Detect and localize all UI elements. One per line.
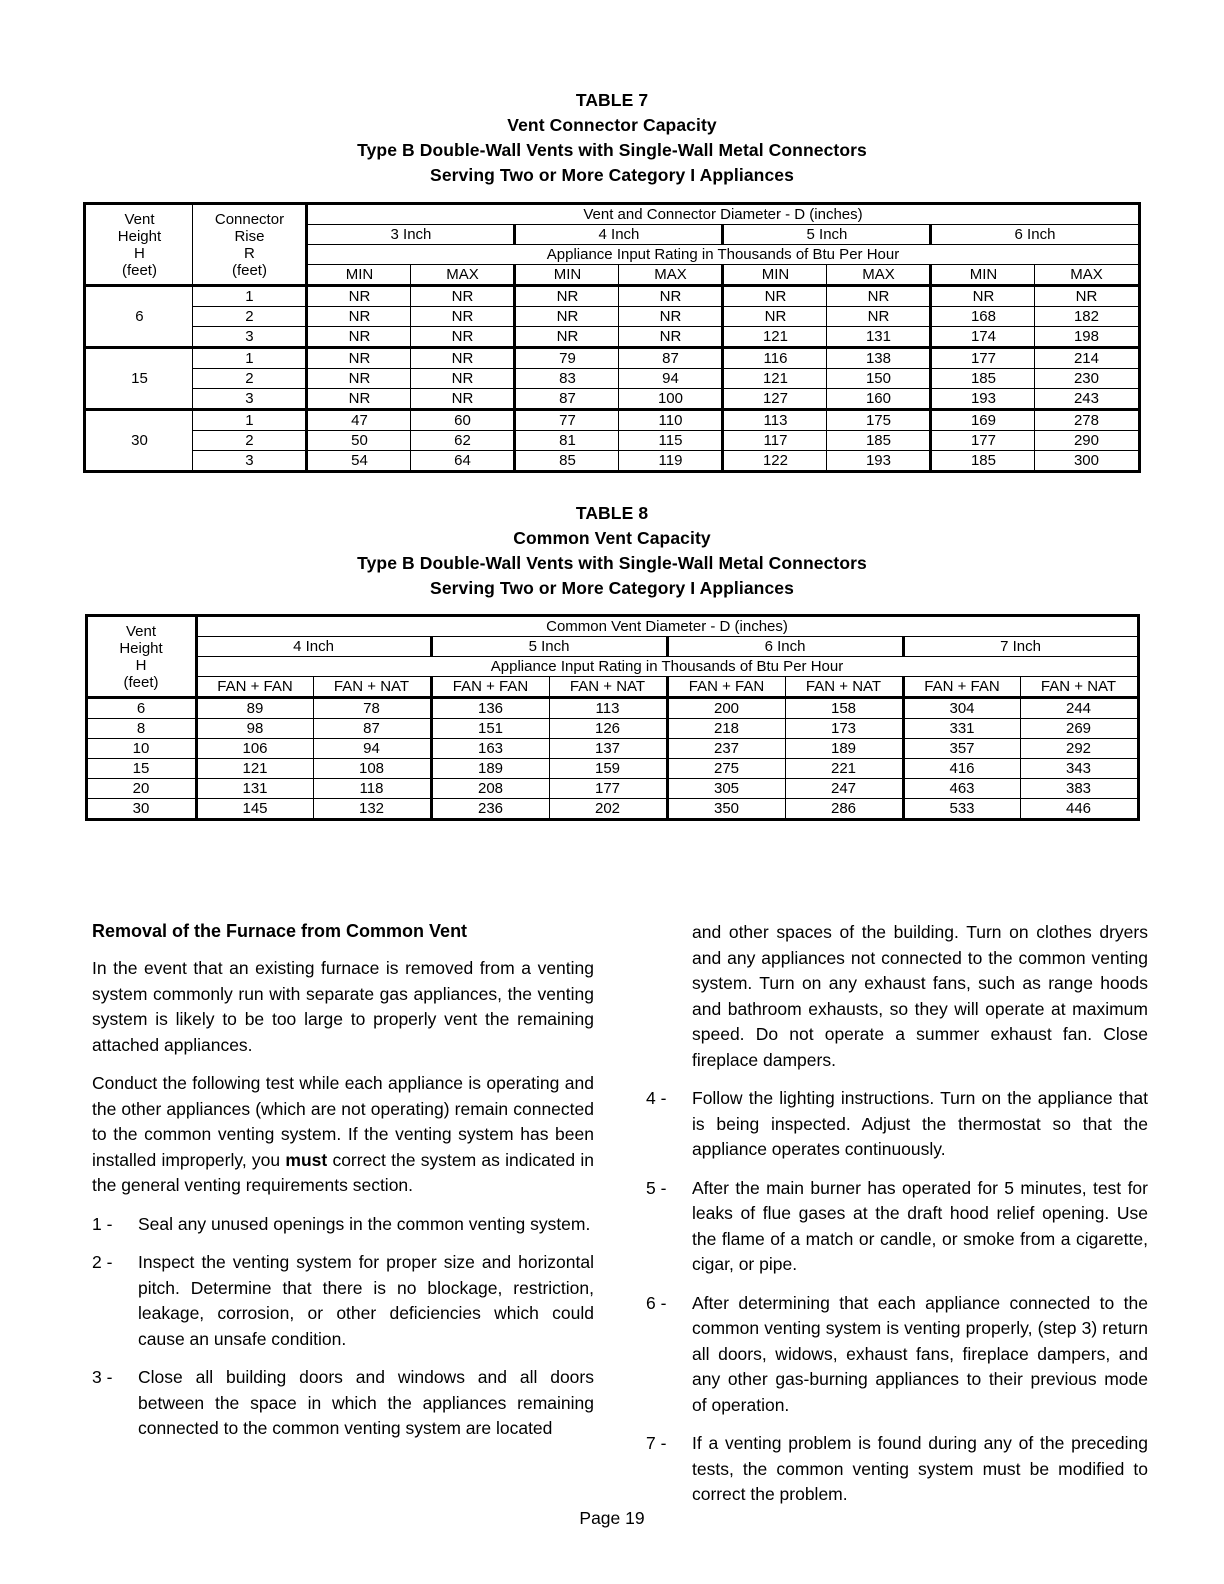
table7-cell: 62 bbox=[411, 431, 515, 451]
table7-cell: NR bbox=[723, 307, 827, 327]
list-item bbox=[646, 1431, 1148, 1508]
table7-col-3in-min: MIN bbox=[307, 265, 411, 286]
table7-height-6: 6 bbox=[85, 286, 193, 348]
table8-col-6in-fannat: FAN + NAT bbox=[785, 677, 903, 698]
table8-diameter-6inch: 6 Inch bbox=[667, 637, 903, 657]
table7-cell: 300 bbox=[1035, 451, 1139, 472]
table8-col-6in-fanfan: FAN + FAN bbox=[667, 677, 785, 698]
table8-col-7in-fanfan: FAN + FAN bbox=[903, 677, 1020, 698]
table7-cell: 174 bbox=[931, 327, 1035, 348]
para2-before: Conduct the following test while each appliance is operating and the other appliances (which are not operating) remain connected to the common venting system. If the venting system has been installed improperly, you bbox=[92, 1073, 594, 1170]
table7-rating-header: Appliance Input Rating in Thousands of Btu Per Hour bbox=[307, 245, 1139, 265]
table7-title bbox=[82, 0, 1142, 188]
table8-cell: 416 bbox=[903, 759, 1020, 779]
table7-cell: NR bbox=[723, 286, 827, 307]
table7-cell: 278 bbox=[1035, 410, 1139, 431]
table7-rise: 3 bbox=[193, 327, 307, 348]
table7-cell: 64 bbox=[411, 451, 515, 472]
table8-cell: 158 bbox=[785, 698, 903, 719]
table7-cell: 193 bbox=[931, 389, 1035, 410]
section-heading: Removal of the Furnace from Common Vent bbox=[92, 921, 468, 941]
list-item bbox=[92, 1365, 594, 1442]
table7-cell: 185 bbox=[931, 369, 1035, 389]
list-item-text: Seal any unused openings in the common venting system. bbox=[138, 1213, 591, 1234]
table7-cell: 121 bbox=[723, 369, 827, 389]
table8-height: 20 bbox=[86, 779, 196, 799]
page-number: Page 19 bbox=[579, 1508, 645, 1528]
table7-cell: NR bbox=[411, 307, 515, 327]
table7-cell: 54 bbox=[307, 451, 411, 472]
list-item-number: 4 - bbox=[646, 1088, 667, 1108]
list-item-number: 5 - bbox=[646, 1177, 667, 1198]
table7-cell: 185 bbox=[827, 431, 931, 451]
table7-title-line-1: TABLE 7 bbox=[575, 90, 649, 110]
table7-cell: 168 bbox=[931, 307, 1035, 327]
table8-cell: 202 bbox=[549, 799, 667, 820]
table8-cell: 108 bbox=[313, 759, 431, 779]
table8-body bbox=[86, 698, 1138, 820]
table8-height: 30 bbox=[86, 799, 196, 820]
table7-cell: NR bbox=[411, 389, 515, 410]
table8 bbox=[85, 614, 1140, 821]
table8-cell: 218 bbox=[667, 719, 785, 739]
table7-cell: NR bbox=[411, 327, 515, 348]
table8-cell: 78 bbox=[313, 698, 431, 719]
table-row bbox=[85, 369, 1139, 389]
table-row bbox=[85, 431, 1139, 451]
table7-cell: 77 bbox=[515, 410, 619, 431]
table8-cell: 98 bbox=[196, 719, 313, 739]
list-item-number: 7 - bbox=[646, 1433, 667, 1453]
list-item-text: After the main burner has operated for 5 minutes, test for leaks of flue gases at the draft hood relief opening. Use the flame of a match or candle, or smoke from a cigarette, cigar, or pipe. bbox=[692, 1177, 1148, 1274]
table8-diameter-5inch: 5 Inch bbox=[431, 637, 667, 657]
table7-cell: 160 bbox=[827, 389, 931, 410]
list-item-number: 3 - bbox=[92, 1367, 113, 1387]
table7 bbox=[83, 202, 1140, 473]
table7-header-vent-height: Vent Height H (feet) bbox=[85, 204, 193, 286]
paragraph-continued: and other spaces of the building. Turn on clothes dryers and any appliances not connected to the common venting system. Turn on any exhaust fans, such as range hoods and bathroom exhausts, so they will operate at maximum speed. Do not operate a summer exhaust fan. Close fireplace dampers. bbox=[692, 922, 1148, 1070]
table7-cell: 79 bbox=[515, 348, 619, 369]
table7-cell: 110 bbox=[619, 410, 723, 431]
paragraph-intro: In the event that an existing furnace is removed from a venting system commonly run with separate gas appliances, the venting system is likely to be too large to properly vent the remaining attached appliances. bbox=[92, 958, 594, 1055]
table8-cell: 163 bbox=[431, 739, 549, 759]
table7-rise: 2 bbox=[193, 369, 307, 389]
table8-title-line-1: TABLE 8 bbox=[575, 503, 649, 523]
table7-title-line-4: Serving Two or More Category I Appliances bbox=[430, 165, 794, 185]
table8-cell: 237 bbox=[667, 739, 785, 759]
table7-cell: NR bbox=[411, 286, 515, 307]
table7-cell: NR bbox=[827, 286, 931, 307]
table-row bbox=[85, 327, 1139, 348]
table7-cell: 177 bbox=[931, 348, 1035, 369]
table8-cell: 113 bbox=[549, 698, 667, 719]
table8-cell: 292 bbox=[1020, 739, 1138, 759]
table8-cell: 446 bbox=[1020, 799, 1138, 820]
table8-cell: 286 bbox=[785, 799, 903, 820]
table7-col-5in-max: MAX bbox=[827, 265, 931, 286]
table7-cell: NR bbox=[307, 286, 411, 307]
table-row bbox=[86, 739, 1138, 759]
table7-header-connector-rise: Connector Rise R (feet) bbox=[193, 204, 307, 286]
table-row bbox=[85, 348, 1139, 369]
table8-span-header: Common Vent Diameter - D (inches) bbox=[196, 616, 1138, 637]
table8-cell: 331 bbox=[903, 719, 1020, 739]
table7-diameter-3inch: 3 Inch bbox=[307, 225, 515, 245]
table7-cell: 122 bbox=[723, 451, 827, 472]
table7-cell: NR bbox=[827, 307, 931, 327]
table7-title-line-2: Vent Connector Capacity bbox=[507, 115, 717, 135]
table8-cell: 118 bbox=[313, 779, 431, 799]
table7-cell: 290 bbox=[1035, 431, 1139, 451]
table8-cell: 189 bbox=[431, 759, 549, 779]
table8-title-line-2: Common Vent Capacity bbox=[513, 528, 711, 548]
table7-rise: 3 bbox=[193, 451, 307, 472]
table8-cell: 89 bbox=[196, 698, 313, 719]
list-item-text: Follow the lighting instructions. Turn on the appliance that is being inspected. Adjust the thermostat so that the appliance operates continuously. bbox=[692, 1088, 1148, 1159]
table7-diameter-4inch: 4 Inch bbox=[515, 225, 723, 245]
table8-header-vent-height: Vent Height H (feet) bbox=[86, 616, 196, 698]
table7-cell: 83 bbox=[515, 369, 619, 389]
table8-col-7in-fannat: FAN + NAT bbox=[1020, 677, 1138, 698]
table7-cell: 81 bbox=[515, 431, 619, 451]
table8-title bbox=[82, 473, 1142, 601]
table8-cell: 136 bbox=[431, 698, 549, 719]
table7-cell: NR bbox=[307, 307, 411, 327]
table7-height-15: 15 bbox=[85, 348, 193, 410]
table8-cell: 94 bbox=[313, 739, 431, 759]
table7-diameter-6inch: 6 Inch bbox=[931, 225, 1139, 245]
table-row bbox=[85, 307, 1139, 327]
table8-cell: 126 bbox=[549, 719, 667, 739]
table8-height: 8 bbox=[86, 719, 196, 739]
table8-height: 6 bbox=[86, 698, 196, 719]
table7-cell: 121 bbox=[723, 327, 827, 348]
table7-cell: 131 bbox=[827, 327, 931, 348]
table7-col-6in-max: MAX bbox=[1035, 265, 1139, 286]
table-row bbox=[85, 451, 1139, 472]
table8-cell: 350 bbox=[667, 799, 785, 820]
table7-cell: 150 bbox=[827, 369, 931, 389]
list-item-text: Inspect the venting system for proper size and horizontal pitch. Determine that there is no blockage, restriction, leakage, corrosion, or other deficiencies which could cause an unsafe condition. bbox=[138, 1252, 594, 1349]
table-row bbox=[86, 698, 1138, 719]
body-text-columns bbox=[92, 920, 1148, 1521]
para2-after: correct the system as indicated in the general venting requirements section. bbox=[92, 1149, 595, 1195]
table7-cell: NR bbox=[515, 327, 619, 348]
table8-height: 15 bbox=[86, 759, 196, 779]
table8-cell: 236 bbox=[431, 799, 549, 820]
table7-cell: NR bbox=[619, 327, 723, 348]
table7-cell: NR bbox=[411, 348, 515, 369]
left-column bbox=[92, 920, 594, 1521]
table8-cell: 305 bbox=[667, 779, 785, 799]
para2-emphasis: must bbox=[285, 1149, 328, 1170]
list-item-text: After determining that each appliance connected to the common venting system is venting properly, (step 3) return all doors, widows, exhaust fans, fireplace dampers, and any other gas-burning appliances to their previous mode of operation. bbox=[692, 1292, 1148, 1415]
table8-cell: 463 bbox=[903, 779, 1020, 799]
paragraph-conduct-test bbox=[92, 1071, 594, 1199]
table7-cell: 117 bbox=[723, 431, 827, 451]
table7-cell: NR bbox=[307, 389, 411, 410]
table8-cell: 189 bbox=[785, 739, 903, 759]
table8-cell: 275 bbox=[667, 759, 785, 779]
table8-cell: 269 bbox=[1020, 719, 1138, 739]
table7-cell: NR bbox=[619, 307, 723, 327]
table7-cell: 193 bbox=[827, 451, 931, 472]
table-row bbox=[86, 759, 1138, 779]
table7-cell: 230 bbox=[1035, 369, 1139, 389]
list-item bbox=[92, 1250, 594, 1352]
table7-col-4in-max: MAX bbox=[619, 265, 723, 286]
table7-cell: 60 bbox=[411, 410, 515, 431]
list-item bbox=[92, 1212, 594, 1238]
list-item-number: 6 - bbox=[646, 1292, 667, 1313]
table8-cell: 208 bbox=[431, 779, 549, 799]
table7-cell: 182 bbox=[1035, 307, 1139, 327]
table7-cell: NR bbox=[307, 327, 411, 348]
table7-rise: 2 bbox=[193, 307, 307, 327]
table7-cell: NR bbox=[515, 307, 619, 327]
list-item-text: If a venting problem is found during any of the preceding tests, the common venting system must be modified to correct the problem. bbox=[692, 1433, 1148, 1504]
table7-cell: NR bbox=[307, 348, 411, 369]
table7-cell: NR bbox=[931, 286, 1035, 307]
table7-cell: 116 bbox=[723, 348, 827, 369]
table8-cell: 159 bbox=[549, 759, 667, 779]
list-item-number: 2 - bbox=[92, 1252, 113, 1272]
table8-height: 10 bbox=[86, 739, 196, 759]
table7-cell: 175 bbox=[827, 410, 931, 431]
table7-rise: 1 bbox=[193, 286, 307, 307]
table8-cell: 304 bbox=[903, 698, 1020, 719]
list-item-text: Close all building doors and windows and all doors between the space in which the appliances remaining connected to the common venting system are located bbox=[138, 1367, 594, 1438]
table-row bbox=[85, 410, 1139, 431]
table-row bbox=[85, 286, 1139, 307]
table8-cell: 151 bbox=[431, 719, 549, 739]
table8-cell: 533 bbox=[903, 799, 1020, 820]
table8-col-5in-fannat: FAN + NAT bbox=[549, 677, 667, 698]
table7-cell: 115 bbox=[619, 431, 723, 451]
table8-cell: 244 bbox=[1020, 698, 1138, 719]
table8-cell: 173 bbox=[785, 719, 903, 739]
table-row bbox=[86, 779, 1138, 799]
table8-title-line-4: Serving Two or More Category I Appliances bbox=[430, 578, 794, 598]
table8-col-5in-fanfan: FAN + FAN bbox=[431, 677, 549, 698]
table7-cell: 169 bbox=[931, 410, 1035, 431]
list-item-number: 1 - bbox=[92, 1213, 113, 1234]
table8-rating-header: Appliance Input Rating in Thousands of Btu Per Hour bbox=[196, 657, 1138, 677]
table7-span-header: Vent and Connector Diameter - D (inches) bbox=[307, 204, 1139, 225]
table8-cell: 343 bbox=[1020, 759, 1138, 779]
table7-cell: 100 bbox=[619, 389, 723, 410]
table8-diameter-4inch: 4 Inch bbox=[196, 637, 431, 657]
table8-cell: 357 bbox=[903, 739, 1020, 759]
list-item bbox=[646, 1291, 1148, 1419]
table7-cell: 94 bbox=[619, 369, 723, 389]
table7-col-4in-min: MIN bbox=[515, 265, 619, 286]
table8-cell: 247 bbox=[785, 779, 903, 799]
continuation-indent bbox=[646, 920, 692, 1073]
table7-body bbox=[85, 286, 1139, 472]
table7-height-30: 30 bbox=[85, 410, 193, 472]
table7-cell: NR bbox=[515, 286, 619, 307]
table7-cell: 87 bbox=[619, 348, 723, 369]
table7-col-5in-min: MIN bbox=[723, 265, 827, 286]
right-column bbox=[646, 920, 1148, 1521]
numbered-list-left bbox=[92, 1212, 594, 1442]
table7-rise: 2 bbox=[193, 431, 307, 451]
table8-diameter-7inch: 7 Inch bbox=[903, 637, 1138, 657]
table8-cell: 137 bbox=[549, 739, 667, 759]
table7-rise: 1 bbox=[193, 348, 307, 369]
table7-rise: 1 bbox=[193, 410, 307, 431]
table8-title-line-3: Type B Double-Wall Vents with Single-Wall Metal Connectors bbox=[357, 553, 867, 573]
table7-cell: 50 bbox=[307, 431, 411, 451]
table7-cell: NR bbox=[619, 286, 723, 307]
page-footer bbox=[0, 1508, 1224, 1529]
table7-col-3in-max: MAX bbox=[411, 265, 515, 286]
table7-cell: NR bbox=[1035, 286, 1139, 307]
table8-cell: 131 bbox=[196, 779, 313, 799]
table-row bbox=[86, 799, 1138, 820]
table7-title-line-3: Type B Double-Wall Vents with Single-Wall Metal Connectors bbox=[357, 140, 867, 160]
table7-cell: 113 bbox=[723, 410, 827, 431]
table7-cell: 177 bbox=[931, 431, 1035, 451]
list-item bbox=[646, 1176, 1148, 1278]
table7-cell: 198 bbox=[1035, 327, 1139, 348]
table-row bbox=[85, 389, 1139, 410]
table7-cell: NR bbox=[411, 369, 515, 389]
table8-cell: 145 bbox=[196, 799, 313, 820]
table7-cell: 127 bbox=[723, 389, 827, 410]
table7-cell: 85 bbox=[515, 451, 619, 472]
table8-cell: 132 bbox=[313, 799, 431, 820]
table7-cell: 214 bbox=[1035, 348, 1139, 369]
table8-col-4in-fanfan: FAN + FAN bbox=[196, 677, 313, 698]
table8-cell: 383 bbox=[1020, 779, 1138, 799]
table7-cell: NR bbox=[307, 369, 411, 389]
table8-cell: 121 bbox=[196, 759, 313, 779]
table8-cell: 200 bbox=[667, 698, 785, 719]
table7-diameter-5inch: 5 Inch bbox=[723, 225, 931, 245]
table-row bbox=[86, 719, 1138, 739]
table7-col-6in-min: MIN bbox=[931, 265, 1035, 286]
table7-cell: 243 bbox=[1035, 389, 1139, 410]
table7-rise: 3 bbox=[193, 389, 307, 410]
table7-cell: 87 bbox=[515, 389, 619, 410]
table7-cell: 138 bbox=[827, 348, 931, 369]
table7-cell: 119 bbox=[619, 451, 723, 472]
table8-cell: 106 bbox=[196, 739, 313, 759]
table8-cell: 177 bbox=[549, 779, 667, 799]
table8-cell: 87 bbox=[313, 719, 431, 739]
list-item bbox=[646, 1086, 1148, 1163]
paragraph-continued-wrapper bbox=[646, 920, 1148, 1073]
numbered-list-right bbox=[646, 1086, 1148, 1508]
table8-col-4in-fannat: FAN + NAT bbox=[313, 677, 431, 698]
table7-cell: 47 bbox=[307, 410, 411, 431]
table7-cell: 185 bbox=[931, 451, 1035, 472]
table8-cell: 221 bbox=[785, 759, 903, 779]
